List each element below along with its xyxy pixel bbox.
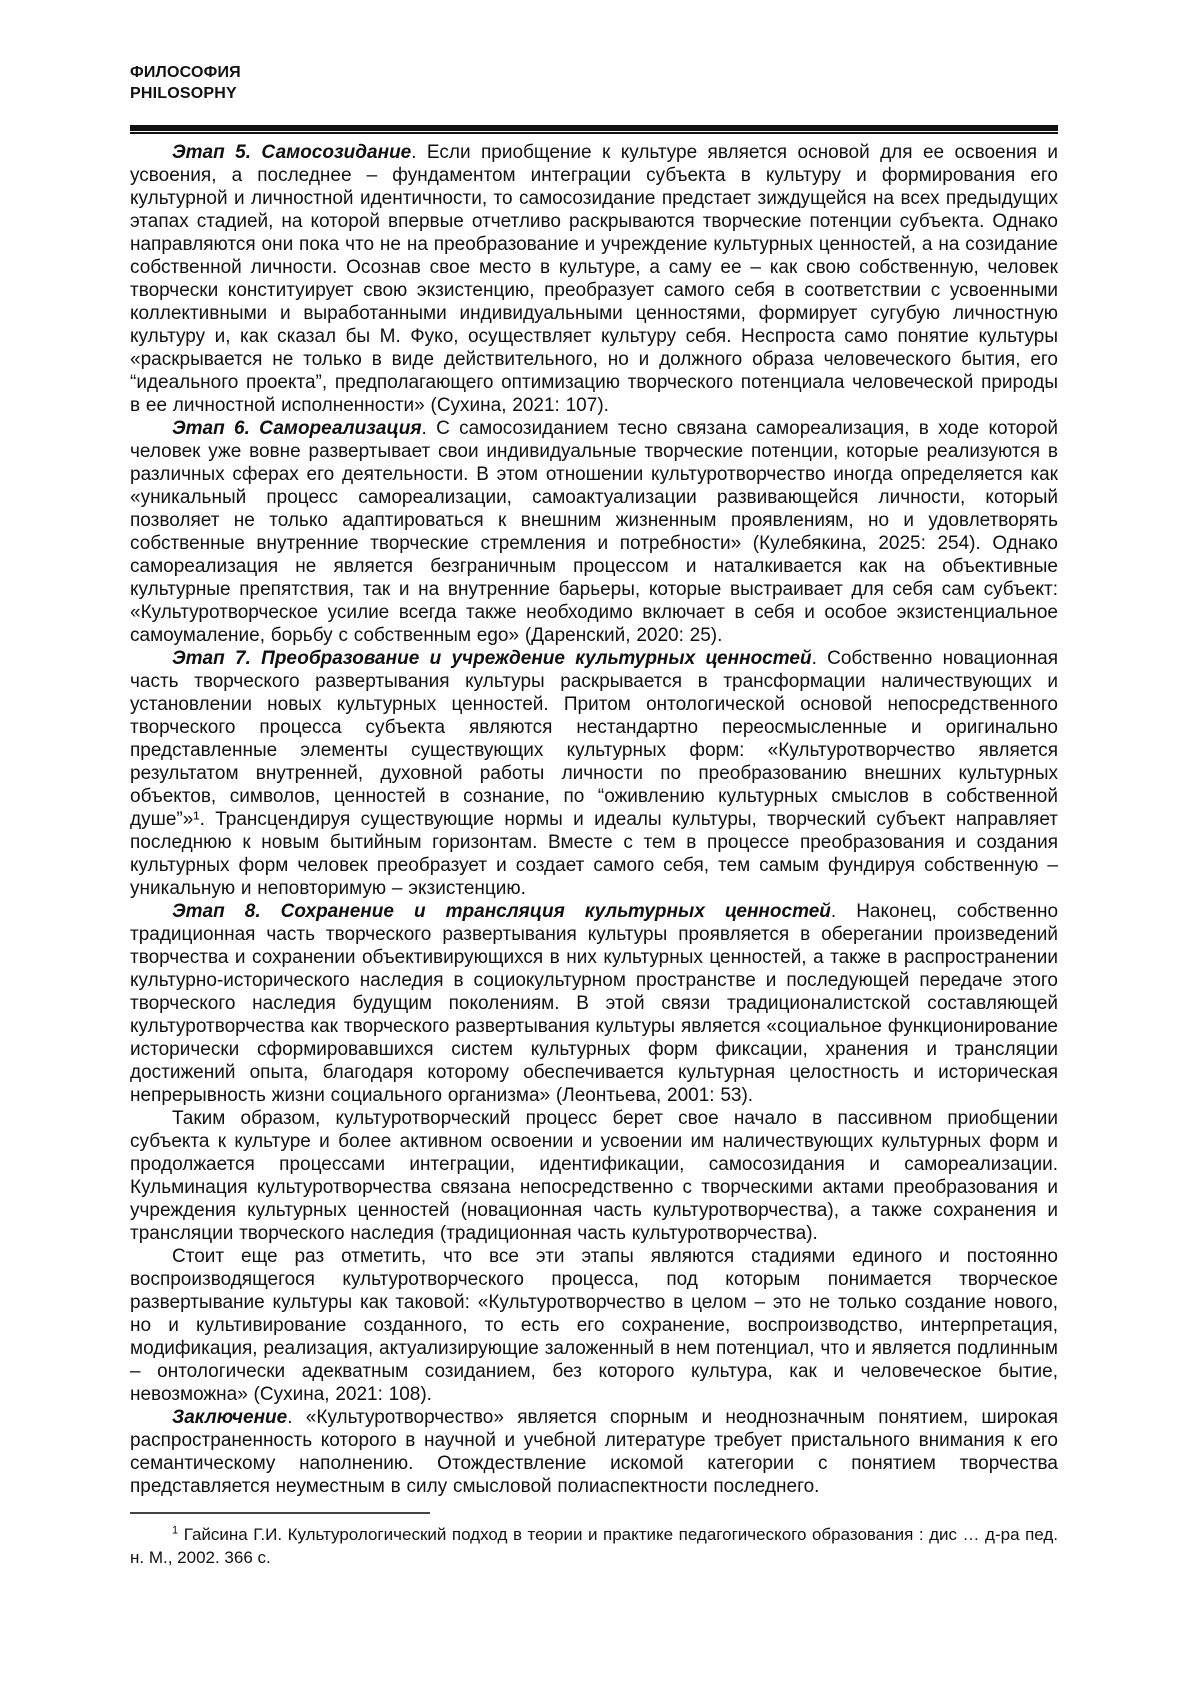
paragraph-text: Стоит еще раз отметить, что все эти этапы являются стадиями единого и постоянно воспроизводящегося культуротворческого процесса, под которым понимается творческое развертывание культуры как таковой: «Культуротворчество в целом – это не только создание нового, но и культивирование созданного, то есть его сохранение, воспроизводство, интерпретация, модификация, реализация, актуализирующие заложенный в нем потенциал, что и является подлинным – онтологически адекватным созиданием, без которого культура, как и человеческое бытие, невозможна» (Сухина, 2021: 108). xyxy=(130,1246,1058,1405)
paragraph-text: . Если приобщение к культуре является основой для ее освоения и усвоения, а последнее – фундаментом интеграции субъекта в культуру и формирования его культурной и личностной идентичности, то самосозидание предстает зиждущейся на всех предыдущих этапах стадией, на которой впервые отчетливо раскрываются творческие потенции субъекта. Однако направляются они пока что не на преобразование и учреждение культурных ценностей, а на созидание собственной личности. Осознав свое место в культуре, а саму ее – как свою собственную, человек творчески конституирует свою экзистенцию, преобразует самого себя в соответствии с усвоенными коллективными и выработанными индивидуальными ценностями, формирует сугубую личностную культуру и, как сказал бы М. Фуко, осуществляет культуру себя. Неспроста само понятие культуры «раскрывается не только в виде действительного, но и должного образа человеческого бытия, его “идеального проекта”, предполагающего оптимизацию творческого потенциала человеческой природы в ее личностной исполненности» (Сухина, 2021: 107). xyxy=(130,142,1059,416)
footnote xyxy=(130,1523,1058,1569)
paragraph-summary xyxy=(130,1107,1058,1245)
paragraph-text: . «Культуротворчество» является спорным и неоднозначным понятием, широкая распространенность которого в научной и учебной литературе требует пристального внимания к его семантическому наполнению. Отождествление искомой категории с понятием творчества представляется неуместным в силу смысловой полиаспектности последнего. xyxy=(130,1407,1058,1497)
footnote-marker: 1 xyxy=(172,1524,179,1537)
footnote-block xyxy=(130,1512,1058,1569)
paragraph-stage-8 xyxy=(130,900,1058,1107)
paragraph-process-note xyxy=(130,1245,1058,1406)
header-rule xyxy=(130,125,1058,134)
article-body xyxy=(130,141,1058,1498)
page-content xyxy=(130,62,1058,1569)
footnote-separator xyxy=(130,1512,430,1514)
running-head xyxy=(130,62,1058,104)
paragraph-conclusion xyxy=(130,1406,1058,1498)
paragraph-stage-6 xyxy=(130,417,1058,647)
paragraph-lead: Этап 6. Самореализация xyxy=(172,418,422,439)
section-title-russian: ФИЛОСОФИЯ xyxy=(130,64,241,81)
paragraph-lead: Этап 5. Самосозидание xyxy=(172,142,412,163)
paragraph-text: . Наконец, собственно традиционная часть творческого развертывания культуры проявляется в оберегании произведений творчества и сохранении объективирующихся в них культурных ценностей, а также в распространении культурно-исторического наследия в социокультурном пространстве и последующей передаче этого творческого наследия будущим поколениям. В этой связи традиционалистской составляющей культуротворчества как творческого развертывания культуры является «социальное функционирование исторически сформировавшихся систем культурных форм фиксации, хранения и трансляции достижений опыта, благодаря которому обеспечивается культурная целостность и историческая непрерывность жизни социального организма» (Леонтьева, 2001: 53). xyxy=(130,901,1059,1106)
paragraph-lead: Этап 7. Преобразование и учреждение культурных ценностей xyxy=(172,648,812,669)
paragraph-text: . С самосозиданием тесно связана самореализация, в ходе которой человек уже вовне развертывает свои индивидуальные творческие потенции, которые реализуются в различных сферах его деятельности. В этом отношении культуротворчество иногда определяется как «уникальный процесс самореализации, самоактуализации развивающейся личности, который позволяет не только адаптироваться к внешним жизненным проявлениям, но и удовлетворять собственные внутренние творческие стремления и потребности» (Кулебякина, 2025: 254). Однако самореализация не является безграничным процессом и наталкивается как на объективные культурные препятствия, так и на внутренние барьеры, которые выстраивает для себя сам субъект: «Культуротворческое усилие всегда также необходимо включает в себя и особое экзистенциальное самоумаление, борьбу с собственным ego» (Даренский, 2020: 25). xyxy=(130,418,1058,646)
paragraph-text: . Собственно новационная часть творческого развертывания культуры раскрывается в трансформации наличествующих и установлении новых культурных ценностей. Притом онтологической основой непосредственного творческого процесса субъекта являются нестандартно переосмысленные и оригинально представленные элементы существующих культурных форм: «Культуротворчество является результатом внутренней, духовной работы личности по преобразованию внешних культурных объектов, символов, ценностей в сознание, по “оживлению культурных смыслов в собственной душе”»¹. Трансцендируя существующие нормы и идеалы культуры, творческий субъект направляет последнюю к новым бытийным горизонтам. Вместе с тем в процессе преобразования и создания культурных форм человек преобразует и создает самого себя, тем самым фундируя собственную – уникальную и неповторимую – экзистенцию. xyxy=(130,648,1059,899)
paragraph-stage-7 xyxy=(130,647,1058,900)
paragraph-lead: Этап 8. Сохранение и трансляция культурных ценностей xyxy=(172,901,831,922)
paragraph-lead: Заключение xyxy=(172,1407,288,1428)
paragraph-text: Таким образом, культуротворческий процесс берет свое начало в пассивном приобщении субъекта к культуре и более активном освоении и усвоении им наличествующих культурных форм и продолжается процессами интеграции, идентификации, самосозидания и самореализации. Кульминация культуротворчества связана непосредственно с творческими актами преобразования и учреждения культурных ценностей (новационная часть культуротворчества), а также сохранения и трансляции творческого наследия (традиционная часть культуротворчества). xyxy=(130,1108,1058,1244)
footnote-text: Гайсина Г.И. Культурологический подход в теории и практике педагогического образования : дис … д-ра пед. н. М., 2002. 366 с. xyxy=(130,1525,1058,1567)
section-title-english: PHILOSOPHY xyxy=(130,85,237,102)
paragraph-stage-5 xyxy=(130,141,1058,417)
